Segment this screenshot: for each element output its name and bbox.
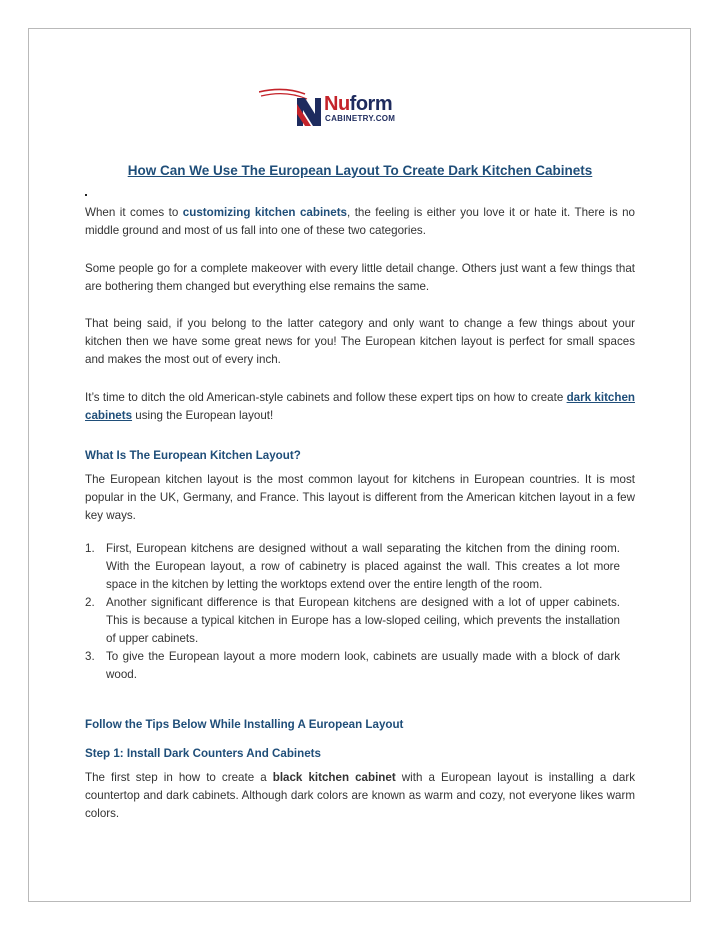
black-kitchen-cabinet-link[interactable]: black kitchen cabinet (272, 771, 396, 784)
document-title[interactable]: How Can We Use The European Layout To Create Dark Kitchen Cabinets (127, 163, 593, 178)
intro-paragraph-2: Some people go for a complete makeover with every little detail change. Others just want a few things that are bothering them changed but everything else remains the same. (85, 262, 635, 293)
section-heading-tips: Follow the Tips Below While Installing A European Layout (85, 718, 404, 731)
logo-brand: Nuform (324, 93, 393, 115)
logo-mark-icon (259, 86, 323, 128)
step-1-heading: Step 1: Install Dark Counters And Cabinets (85, 747, 321, 760)
differences-list (85, 540, 620, 684)
bullet-mark (85, 194, 87, 196)
list-item: 3. To give the European layout a more modern look, cabinets are usually made with a block of dark wood. (85, 650, 620, 681)
customizing-cabinets-link[interactable]: customizing kitchen cabinets (182, 206, 347, 219)
list-item: 1. First, European kitchens are designed without a wall separating the kitchen from the dining room. With the European layout, a row of cabinetry is placed against the wall. This creates a lot more space in the kitchen by letting the worktops extend over the entire length of the room. (85, 542, 620, 591)
step-1-body: The first step in how to create a black kitchen cabinet with a European layout is installing a dark countertop and dark cabinets. Although dark colors are known as warm and cozy, not everyone likes warm colors. (85, 771, 635, 820)
section-layout-body: The European kitchen layout is the most common layout for kitchens in European countries. It is most popular in the UK, Germany, and France. This layout is different from the American kitchen layout in a few key ways. (85, 473, 635, 522)
logo-tagline: CABINETRY.COM (325, 114, 396, 123)
nuform-logo (259, 86, 429, 128)
intro-paragraph-3: That being said, if you belong to the latter category and only want to change a few things about your kitchen then we have some great news for you! The European kitchen layout is perfect for small spaces and makes the most out of every inch. (85, 317, 635, 366)
intro-paragraph-4: It’s time to ditch the old American-style cabinets and follow these expert tips on how to create dark kitchen cabinets using the European layout! (85, 391, 635, 422)
intro-paragraph-1: When it comes to customizing kitchen cabinets, the feeling is either you love it or hate it. There is no middle ground and most of us fall into one of these two categories. (85, 206, 635, 237)
dark-kitchen-cabinets-link[interactable]: dark kitchen cabinets (85, 391, 635, 422)
list-item: 2. Another significant difference is that European kitchens are designed with a lot of upper cabinets. This is because a typical kitchen in Europe has a low-sloped ceiling, which prevents the installation of upper cabinets. (85, 596, 620, 645)
section-heading-layout: What Is The European Kitchen Layout? (85, 449, 301, 462)
